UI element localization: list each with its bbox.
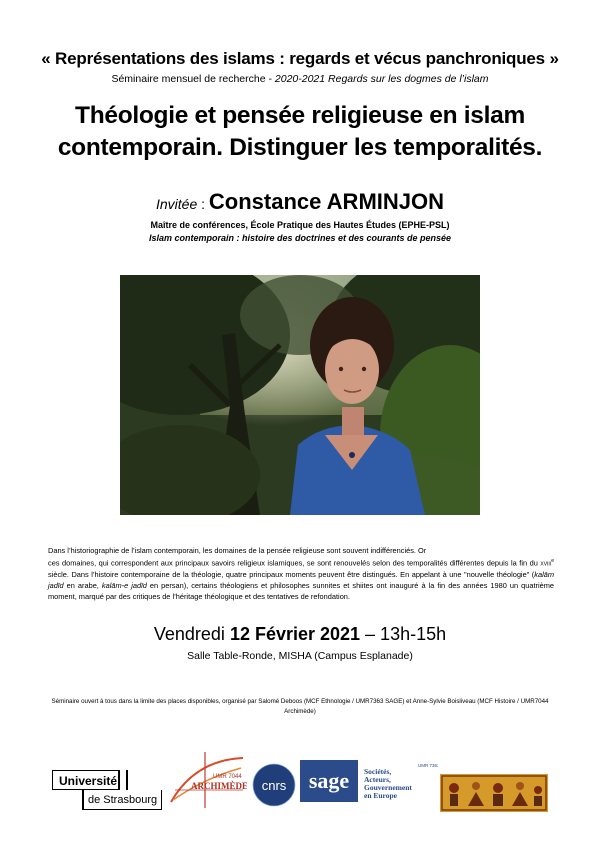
guest-separator: : <box>197 196 209 212</box>
term-kalam-e-jadid: kalām-e jadīd <box>101 581 147 591</box>
footer-note: Séminaire ouvert à tous dans la limite des places disponibles, organisé par Salomé Deboos (MCF Ethnologie / UMR7363 SAGE) et Anne-Sylvie Boisliveau (MCF Histoire / UMR7044 Archimède) <box>51 698 549 715</box>
sage-logo <box>300 760 438 802</box>
event-time: – 13h-15h <box>360 624 447 644</box>
sage-mark: sage <box>308 768 350 793</box>
archimede-logo <box>165 750 247 812</box>
guest-affiliation: Maître de conférences, École Pratique des Hautes Études (EPHE-PSL) <box>150 220 450 230</box>
guest-name: Constance ARMINJON <box>208 189 445 214</box>
talk-title: Théologie et pensée religieuse en islam contemporain. Distinguer les temporalités. <box>57 102 543 161</box>
description-century-sup: e <box>551 558 554 565</box>
speaker-photo <box>120 275 480 515</box>
svg-text:Acteurs,: Acteurs, <box>364 775 391 784</box>
series-subtitle-prefix: Séminaire mensuel de recherche - <box>111 73 275 85</box>
series-title: « Représentations des islams : regards et vécus panchroniques » <box>41 49 559 68</box>
unistra-logo-line1: Université <box>52 770 118 790</box>
event-place: Salle Table-Ronde, MISHA (Campus Esplanade) <box>187 650 413 662</box>
description-paragraph-1: Dans l’historiographie de l’islam contemporain, les domaines de la pensée religieuse sont souvent indifférenciés. Or <box>48 546 427 555</box>
description-paragraph-2: ces domaines, qui correspondent aux principaux savoirs religieux islamiques, se sont renouvelés selon des temporalités différentes depuis la fin du xviii$^e$ siècle. Dans l’histoire contemporaine de la théologie, quatre principaux moments peuvent être distingués. En appelant à une "nouvelle théologie" (kalām jadīd en arabe, kalām-e jadīd en persan), certains théologiens et philosophes sunnites et shiites ont inauguré à la fin des années 1980 un quatrième moment, marqué par des critiques de l’héritage théologique et des tentatives de refondation. <box>48 558 554 602</box>
speaker-photo-image <box>120 275 480 515</box>
series-subtitle <box>0 73 600 85</box>
event-day: Vendredi <box>153 624 230 644</box>
guest-line <box>0 189 600 215</box>
svg-text:Sociétés,: Sociétés, <box>364 767 392 776</box>
partner-logos <box>0 748 600 818</box>
archimede-name: ARCHIMÈDE <box>191 781 247 791</box>
term-kalam-jadid: kalām jadīd <box>48 569 554 591</box>
cnrs-logo <box>252 763 296 807</box>
guest-speciality: Islam contemporain : histoire des doctrines et des courants de pensée <box>148 233 452 243</box>
event-date: 12 Février 2021 <box>229 624 361 644</box>
series-subtitle-year: 2020-2021 Regards sur les dogmes de l’islam <box>274 73 489 85</box>
sage-umr: UMR 7363 <box>418 763 438 768</box>
description-century: xviii <box>540 558 552 568</box>
unistra-logo-line2: de Strasbourg <box>82 790 162 810</box>
svg-text:en Europe: en Europe <box>364 791 397 800</box>
decorative-tiles-logo <box>440 774 548 812</box>
svg-text:Gouvernement: Gouvernement <box>364 783 412 792</box>
description <box>48 545 554 602</box>
unistra-logo <box>52 770 162 815</box>
archimede-umr: UMR 7044 <box>213 774 242 780</box>
event-datetime <box>0 624 600 645</box>
cnrs-text: cnrs <box>261 778 287 793</box>
guest-label: Invitée <box>155 196 198 212</box>
